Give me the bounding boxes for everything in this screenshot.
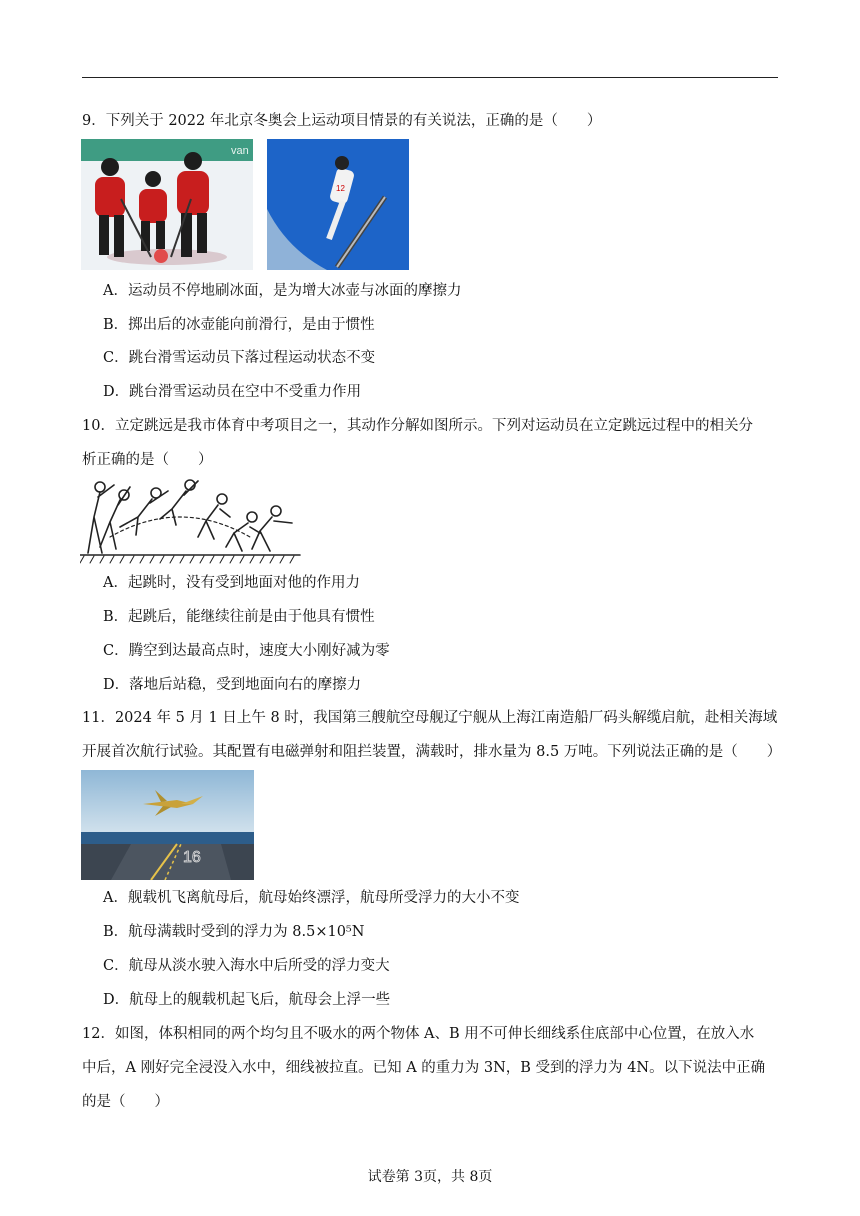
question-11-stem-line1: 11．2024 年 5 月 1 日上午 8 时，我国第三艘航空母舰辽宁舰从上海江南造船厂码头解缆启航，赴相关海域 (82, 710, 778, 726)
question-9-stem: 9．下列关于 2022 年北京冬奥会上运动项目情景的有关说法，正确的是（ ） (82, 113, 602, 129)
q11-option-c: C．航母从淡水驶入海水中后所受的浮力变大 (103, 958, 390, 974)
q9-option-d: D．跳台滑雪运动员在空中不受重力作用 (103, 384, 362, 400)
curling-photo (81, 139, 253, 270)
banner-text: van (231, 145, 249, 157)
question-12-stem-line1: 12．如图，体积相同的两个均匀且不吸水的两个物体 A、B 用不可伸长细线系住底部中心位置，在放入水 (82, 1026, 755, 1042)
standing-jump-diagram (80, 477, 302, 565)
q9-option-c: C．跳台滑雪运动员下落过程运动状态不变 (103, 350, 376, 366)
question-10-stem-line2: 析正确的是（ ） (82, 452, 213, 468)
q9-option-b: B．掷出后的冰壶能向前滑行，是由于惯性 (103, 317, 375, 333)
q10-option-d: D．落地后站稳，受到地面向右的摩擦力 (103, 677, 362, 693)
question-11-stem-line2: 开展首次航行试验。其配置有电磁弹射和阻拦装置，满载时，排水量为 8.5 万吨。下列说法正确的是（ ） (82, 744, 782, 760)
bib-number: 12 (336, 184, 345, 193)
q9-option-a: A．运动员不停地刷冰面，是为增大冰壶与冰面的摩擦力 (103, 283, 462, 299)
q10-option-c: C．腾空到达最高点时，速度大小刚好减为零 (103, 643, 390, 659)
aircraft-carrier-photo (81, 770, 254, 880)
question-10-stem-line1: 10．立定跳远是我市体育中考项目之一，其动作分解如图所示。下列对运动员在立定跳远过程中的相关分 (82, 418, 753, 434)
header-rule (82, 77, 778, 78)
question-12-stem-line2: 中后，A 刚好完全浸没入水中，细线被拉直。已知 A 的重力为 3N，B 受到的浮力为 4N。以下说法中正确 (82, 1060, 766, 1076)
page-footer: 试卷第 3页，共 8页 (367, 1169, 493, 1185)
q10-option-a: A．起跳时，没有受到地面对他的作用力 (103, 575, 360, 591)
q11-option-b: B．航母满载时受到的浮力为 8.5×10⁵N (103, 924, 365, 940)
ski-jump-photo (267, 139, 409, 270)
q11-option-a: A．舰载机飞离航母后，航母始终漂浮，航母所受浮力的大小不变 (103, 890, 520, 906)
q11-option-d: D．航母上的舰载机起飞后，航母会上浮一些 (103, 992, 391, 1008)
deck-number: 16 (183, 849, 201, 866)
q10-option-b: B．起跳后，能继续往前是由于他具有惯性 (103, 609, 375, 625)
question-12-stem-line3: 的是（ ） (82, 1094, 169, 1110)
